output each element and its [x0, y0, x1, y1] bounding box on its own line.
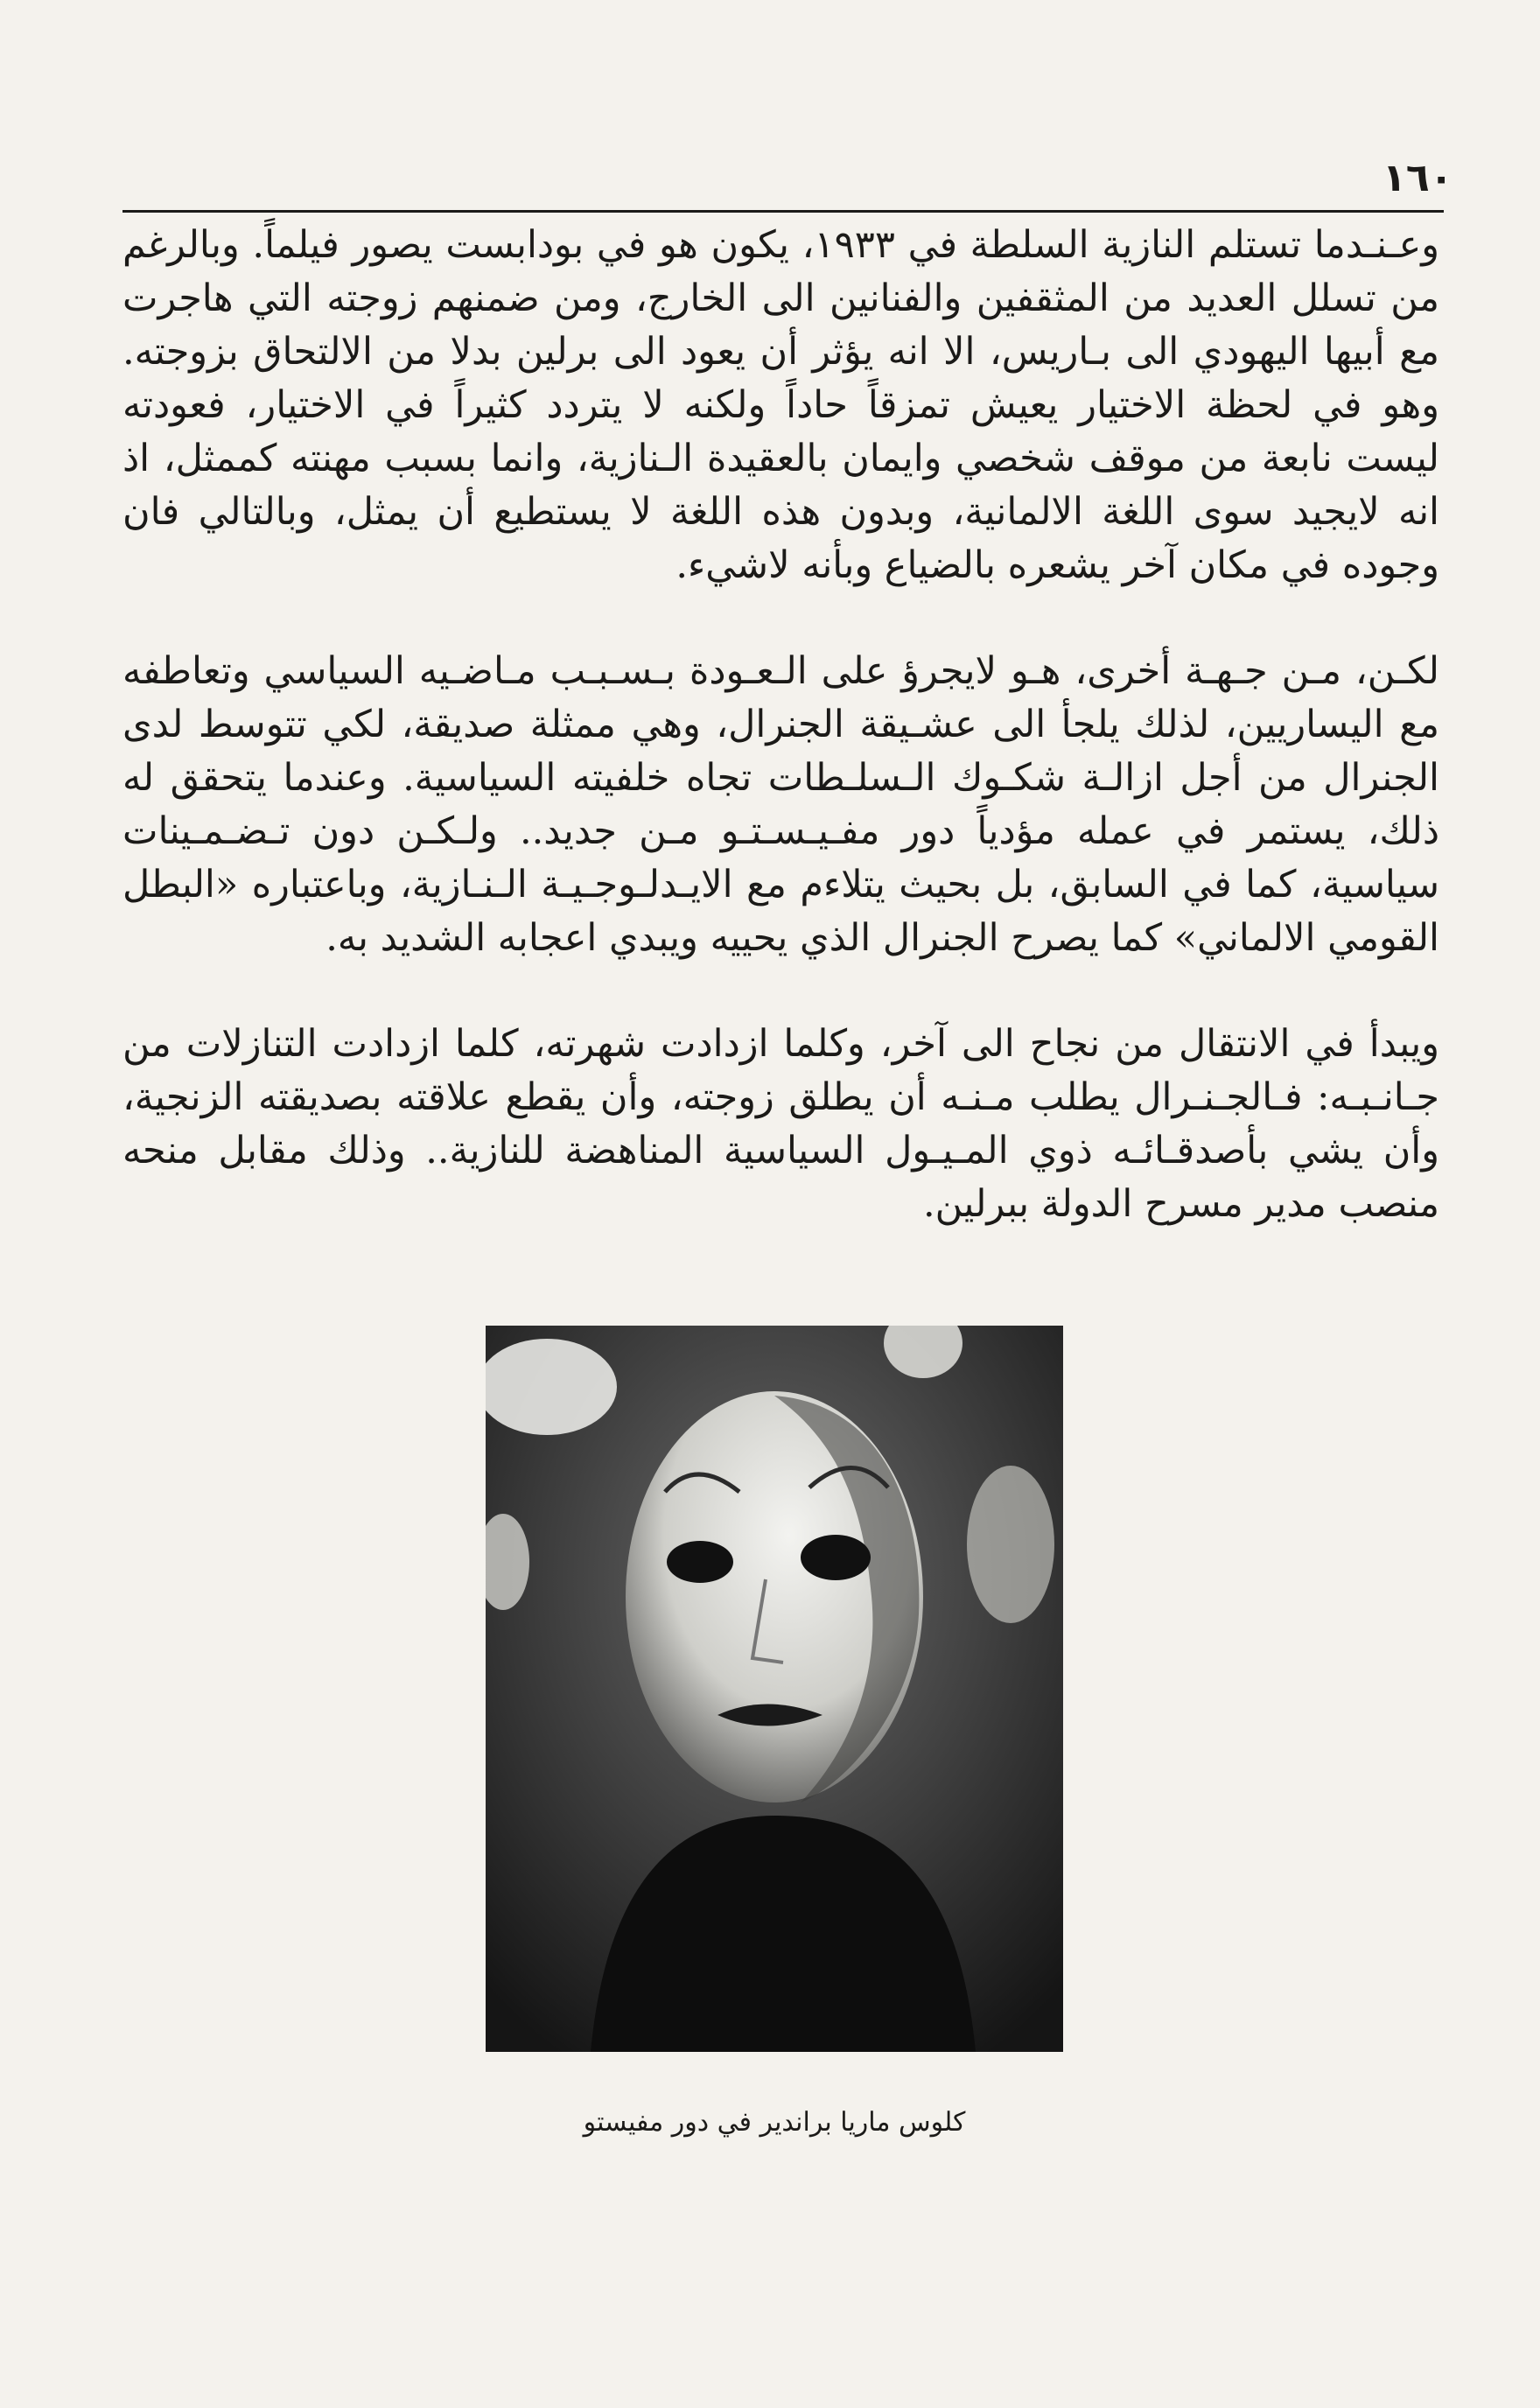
header-rule — [122, 210, 1444, 213]
paragraph-2: لكـن، مـن جـهـة أخرى، هـو لايجرؤ على الـعـودة بـسـبـب مـاضـيه السياسي وتعاطفه مع اليساريين، لذلك يلجأ الى عشـيقة الجنرال، وهي ممثلة صديقة، لكي تتوسط لدى الجنرال من أجل ازالـة شكـوك الـسلـطات تجاه خلفيته السياسية. وعندما يتحقق له ذلك، يستمر في عمله مؤدياً دور مفـيـسـتـو مـن جديد.. ولـكـن دون تـضـمـينات سياسية، كما في السابق، بل بحيث يتلاءم مع الايـدلـوجـيـة الـنـازية، وباعتباره «البطل القومي الالماني» كما يصرح الجنرال الذي يحييه ويبدي اعجابه الشديد به. — [122, 649, 1439, 960]
film-still-photo — [486, 1326, 1063, 2052]
page-number: ١٦٠ — [1382, 156, 1453, 200]
paragraph-3: ويبدأ في الانتقال من نجاح الى آخر، وكلما ازدادت شهرته، كلما ازدادت التنازلات من جـانـبـه: فـالجـنـرال يطلب مـنـه أن يطلق زوجته، وأن يقطع علاقته بصديقته الزنجية، وأن يشي بأصدقـائـه ذوي المـيـول السياسية المناهضة للنازية.. وذلك مقابل منحه منصب مدير مسرح الدولة ببرلين. — [122, 1022, 1439, 1226]
photo-caption: كلوس ماريا براندير في دور مفيستو — [583, 2107, 966, 2138]
body-text — [122, 219, 1439, 1231]
paragraph-1: وعـنـدما تستلم النازية السلطة في ١٩٣٣، يكون هو في بودابست يصور فيلماً. وبالرغم من تسلل العديد من المثقفين والفنانين الى الخارج، ومن ضمنهم زوجته التي هاجرت مع أبيها اليهودي الى بـاريس، الا انه يؤثر أن يعود الى برلين بدلا من الالتحاق بزوجته. وهو في لحظة الاختيار يعيش تمزقاً حاداً ولكنه لا يتردد كثيراً في الاختيار، فعودته ليست نابعة من موقف شخصي وايمان بالعقيدة الـنازية، وانما بسبب مهنته كممثل، اذ انه لايجيد سوى اللغة الالمانية، وبدون هذه اللغة لا يستطيع أن يمثل، وبالتالي فان وجوده في مكان آخر يشعره بالضياع وبأنه لاشيء. — [122, 223, 1439, 587]
